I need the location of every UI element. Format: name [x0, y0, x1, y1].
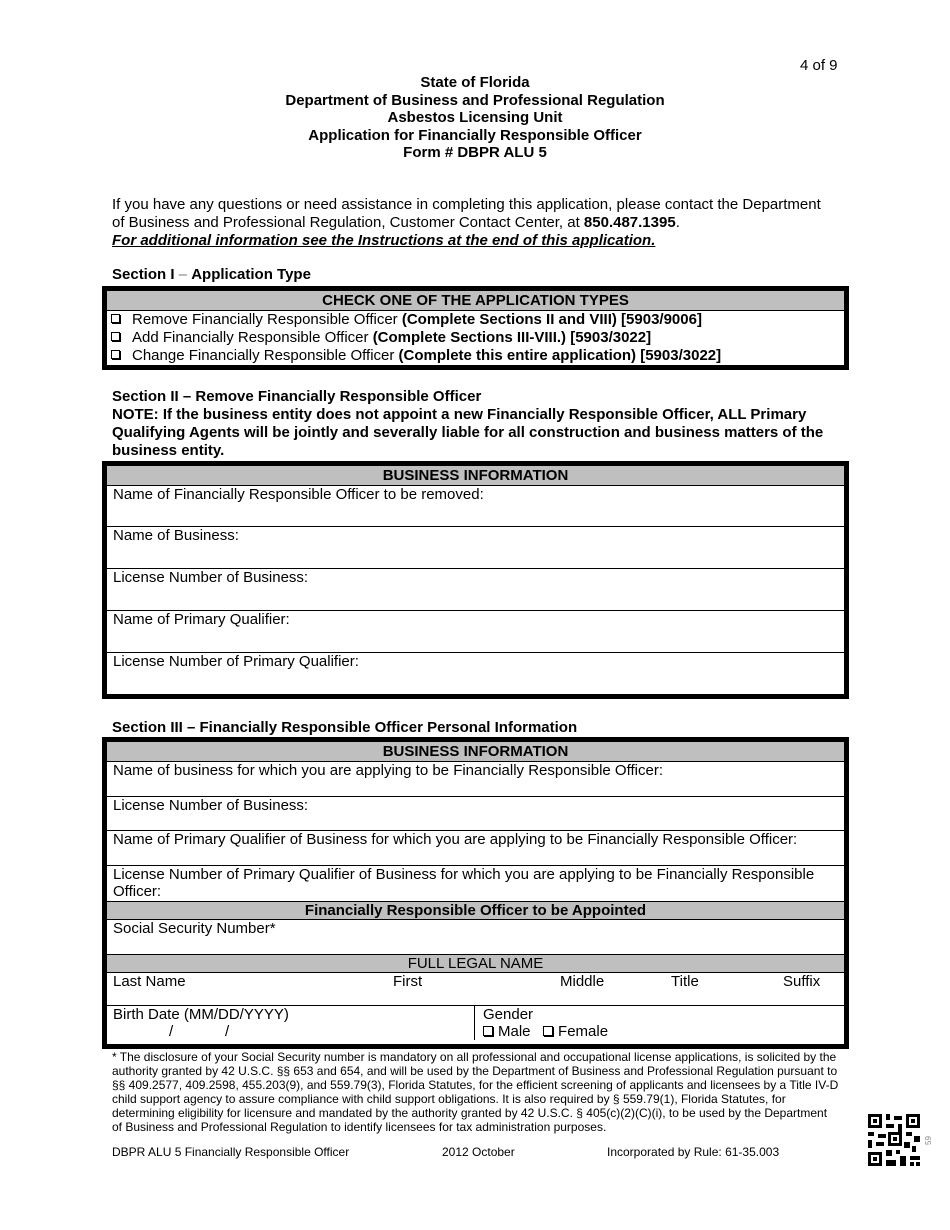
birth-date-slash: /	[225, 1023, 230, 1040]
side-mark: 59	[923, 1136, 933, 1145]
full-legal-name-header: FULL LEGAL NAME	[107, 955, 844, 973]
field-business-license-2[interactable]: License Number of Business:	[107, 797, 844, 831]
female-checkbox[interactable]	[543, 1026, 553, 1036]
field-qualifier-name-2[interactable]: Name of Primary Qualifier of Business for which you are applying to be Financially Responsible Officer:	[107, 831, 844, 866]
ssn-disclosure: * The disclosure of your Social Security number is mandatory on all professional and occupational license applications, is solicited by the authority granted by 42 U.S.C. §§ 653 and 654, and will be used by the Department of Business and Professional Regulation pursuant to §§ 409.2577, 409.2598, 455.203(9), and 559.79(3), Florida Statutes, for the efficient screening of applicants and licensees by a Title IV-D child support agency to assure compliance with child support obligations. It is also required by § 559.79(1), Florida Statutes, for determining eligibility for licensure and mandated by the authority granted by 42 U.S.C. § 405(c)(2)(C)(i), to be used by the Department of Business and Professional Regulation to identify licensees for tax administration purposes.	[112, 1050, 839, 1134]
section2-heading	[112, 388, 842, 460]
footer-rule: Incorporated by Rule: 61-35.003	[607, 1145, 780, 1159]
remove-officer-box	[102, 461, 849, 699]
intro-paragraph	[112, 196, 832, 250]
checkbox-icon[interactable]	[111, 350, 120, 359]
field-business-license[interactable]: License Number of Business:	[107, 569, 844, 611]
field-ssn[interactable]: Social Security Number*	[107, 920, 844, 955]
qr-code-icon	[866, 1112, 922, 1168]
intro-text: If you have any questions or need assistance in completing this application, please contact the Department of Business and Professional Regulation, Customer Contact Center, at	[112, 196, 821, 231]
field-birth-date[interactable]: Birth Date (MM/DD/YYYY) / /	[107, 1006, 475, 1040]
intro-text-end: .	[675, 214, 680, 231]
option-add[interactable]: Add Financially Responsible Officer (Complete Sections III-VIII.) [5903/3022]	[107, 329, 844, 347]
field-qualifier-license[interactable]: License Number of Primary Qualifier:	[113, 653, 359, 670]
checkbox-icon[interactable]	[111, 332, 120, 341]
male-checkbox[interactable]	[483, 1026, 493, 1036]
officer-info-box	[102, 737, 849, 1049]
suffix-label: Suffix	[783, 973, 821, 990]
application-type-box	[102, 286, 849, 370]
application-type-header: CHECK ONE OF THE APPLICATION TYPES	[107, 291, 844, 311]
field-qualifier-license-2[interactable]: License Number of Primary Qualifier of Business for which you are applying to be Financially Responsible Officer:	[107, 866, 844, 902]
name-fields-row[interactable]	[107, 973, 844, 1006]
footer-date: 2012 October	[442, 1145, 515, 1159]
field-primary-qualifier[interactable]: Name of Primary Qualifier:	[107, 611, 844, 653]
header-form-number: Form # DBPR ALU 5	[403, 144, 547, 161]
checkbox-icon[interactable]	[111, 314, 120, 323]
section2-title: Section II – Remove Financially Responsible Officer	[112, 388, 482, 405]
header-application: Application for Financially Responsible Officer	[308, 126, 642, 144]
last-name-label: Last Name	[113, 973, 186, 990]
male-label: Male	[498, 1023, 531, 1040]
title-label: Title	[671, 973, 699, 990]
middle-name-label: Middle	[560, 973, 605, 990]
officer-appointed-header: Financially Responsible Officer to be Appointed	[107, 902, 844, 920]
field-gender: Gender Male Female	[483, 1006, 609, 1040]
header-unit: Asbestos Licensing Unit	[387, 109, 563, 126]
birth-gender-row	[107, 1006, 844, 1040]
birth-date-slash: /	[169, 1023, 174, 1040]
field-officer-to-remove[interactable]: Name of Financially Responsible Officer to be removed:	[107, 486, 844, 527]
header-department: Department of Business and Professional Regulation	[285, 91, 665, 109]
option-change[interactable]: Change Financially Responsible Officer (Complete this entire application) [5903/3022]	[107, 347, 844, 365]
female-label: Female	[558, 1023, 609, 1040]
section1-title: Section I – Application Type	[112, 266, 311, 283]
first-name-label: First	[393, 973, 423, 990]
footer-form-name: DBPR ALU 5 Financially Responsible Officer	[112, 1145, 350, 1159]
field-business-applying[interactable]: Name of business for which you are applying to be Financially Responsible Officer:	[107, 762, 844, 797]
header-state: State of Florida	[420, 74, 530, 91]
section3-title: Section III – Financially Responsible Officer Personal Information	[112, 719, 578, 736]
option-remove[interactable]: Remove Financially Responsible Officer (Complete Sections II and VIII) [5903/9006]	[107, 311, 844, 329]
field-business-name[interactable]: Name of Business:	[107, 527, 844, 569]
business-info-header: BUSINESS INFORMATION	[107, 466, 844, 486]
page-number: 4 of 9	[800, 57, 838, 74]
document-header	[0, 74, 950, 162]
instructions-note: For additional information see the Instructions at the end of this application.	[112, 232, 656, 249]
contact-phone: 850.487.1395	[583, 214, 676, 231]
business-info-header-2: BUSINESS INFORMATION	[107, 742, 844, 762]
section2-note: NOTE: If the business entity does not appoint a new Financially Responsible Officer, ALL Primary Qualifying Agents will be jointly and severally liable for all construction and business matters of the business entity.	[112, 406, 824, 459]
